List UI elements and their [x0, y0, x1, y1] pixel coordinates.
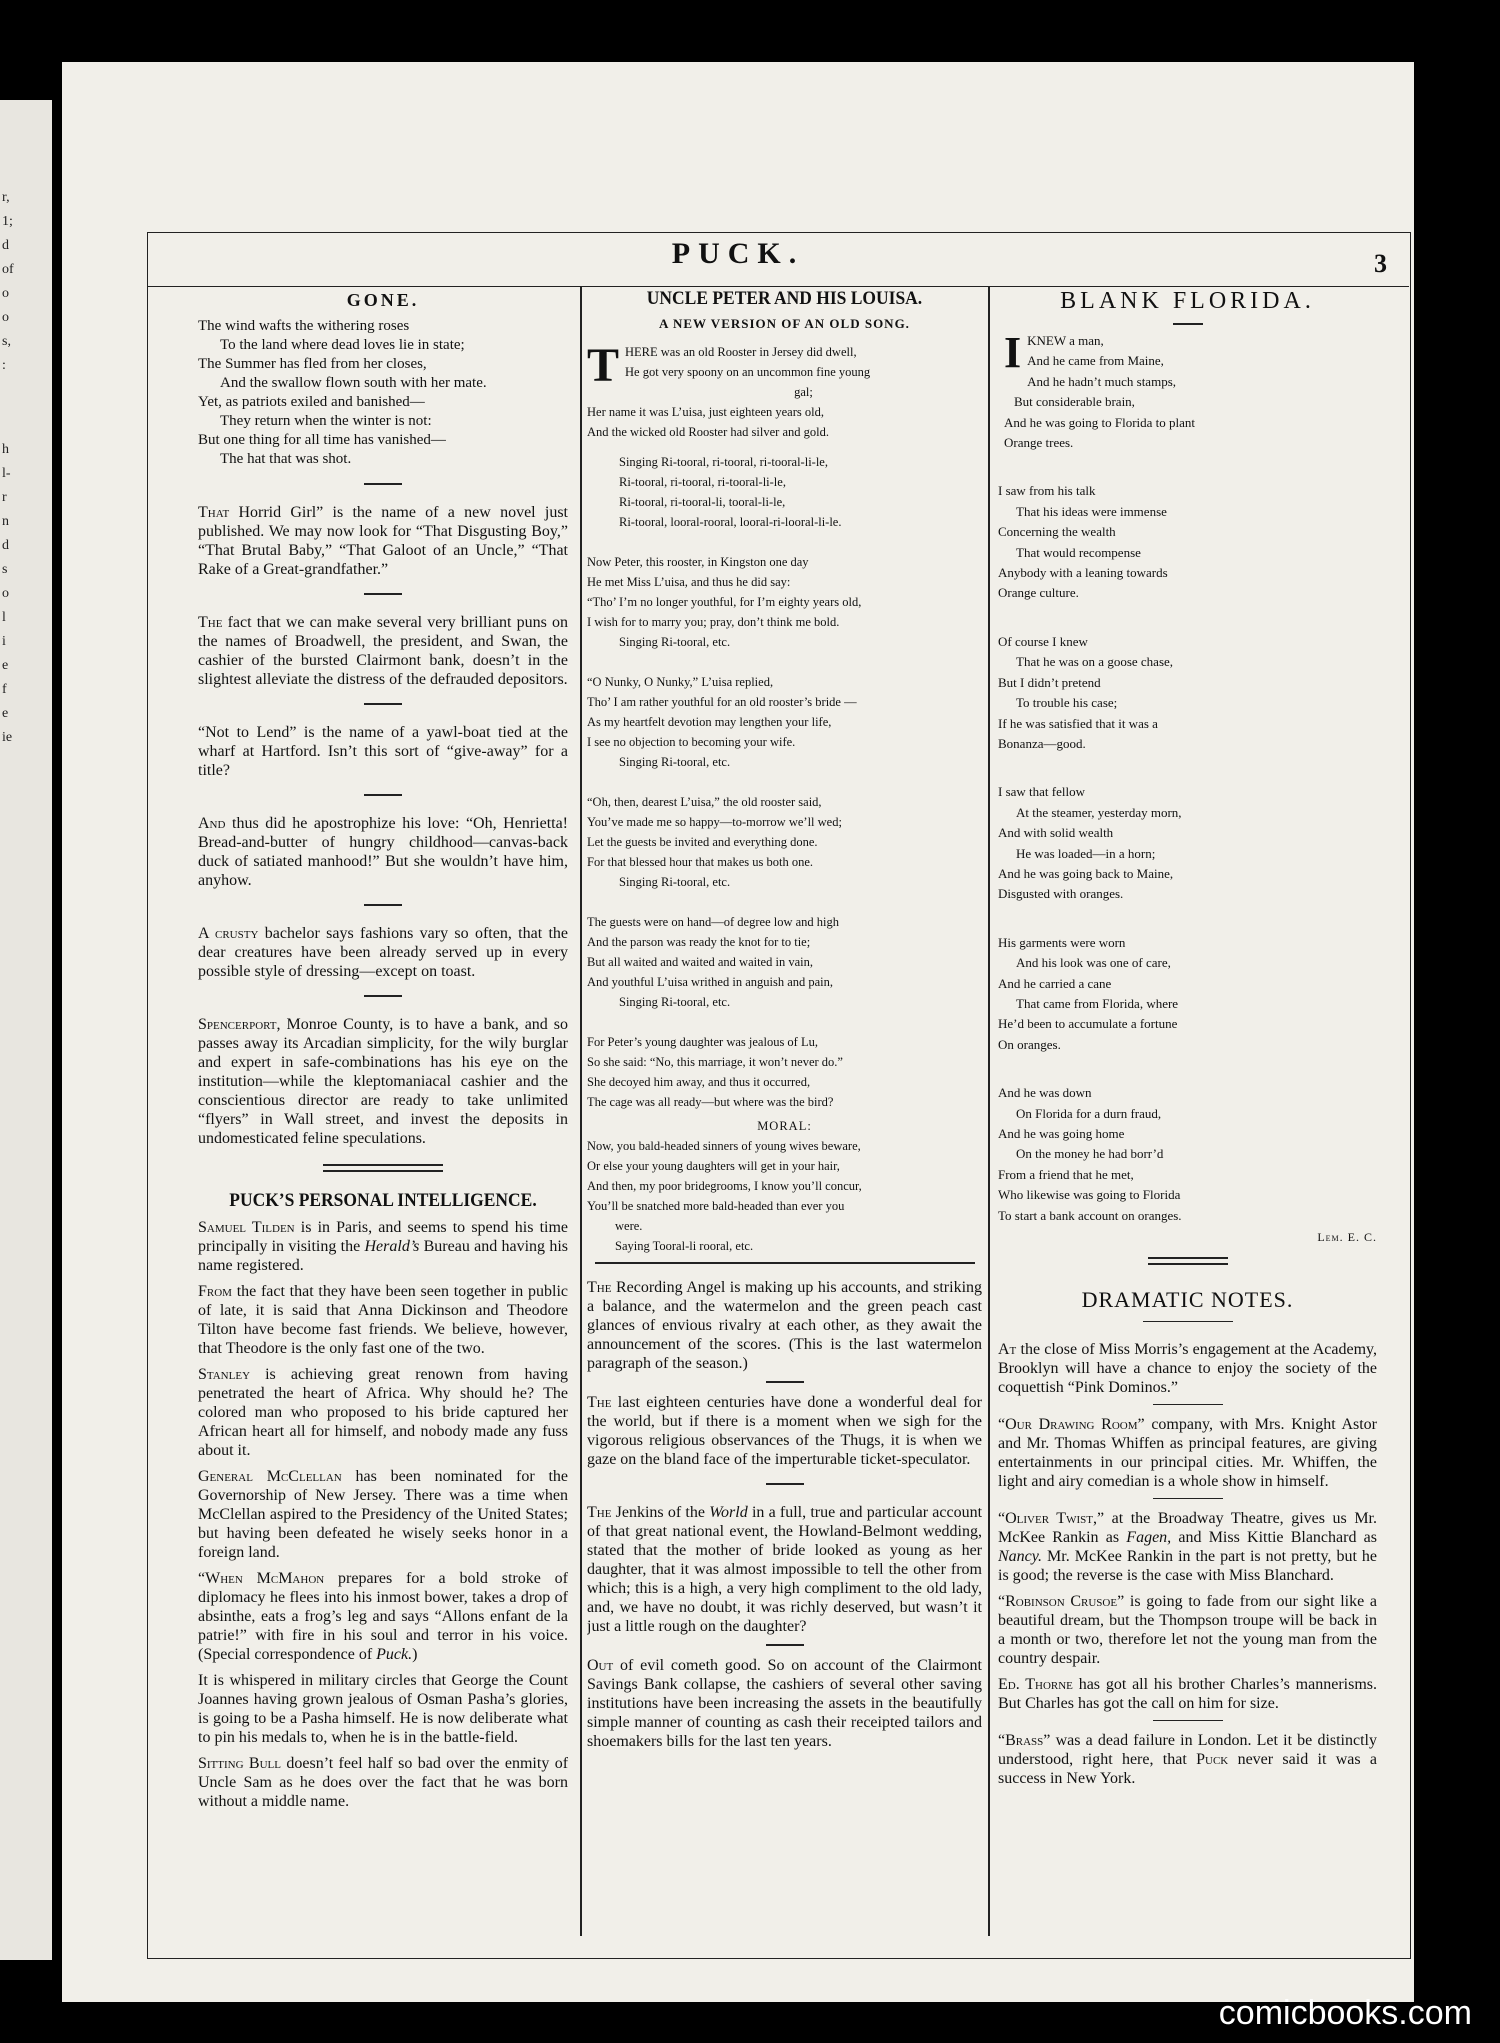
paragraph: “Oliver Twist,” at the Broadway Theatre, gives us Mr. McKee Rankin as Fagen, and Miss Kittie Blanchard as Nancy. Mr. McKee Rankin in the part is not pretty, but he is good; the reverse is the case with Miss Blanchard. [998, 1510, 1377, 1585]
drop-cap: I [1004, 328, 1022, 377]
poem-title: UNCLE PETER AND HIS LOUISA. [646, 288, 923, 309]
spine-text-fragment: d [2, 538, 9, 553]
paragraph: “Not to Lend” is the name of a yawl-boat tied at the wharf at Hartford. Isn’t this sort of “give-away” for a title? [198, 724, 568, 779]
poem-line: For that blessed hour that makes us both one. [587, 855, 814, 869]
poem-line: For Peter’s young daughter was jealous of Lu, [587, 1035, 818, 1049]
poem-line: “O Nunky, O Nunky,” L’uisa replied, [587, 675, 774, 689]
poem-line: But all waited and waited and waited in vain, [587, 955, 813, 969]
poem-line: You’ve made me so happy—to-morrow we’ll wed; [587, 815, 842, 829]
poem-line: Anybody with a leaning towards [998, 565, 1168, 581]
paragraph: And thus did he apostrophize his love: “Oh, Henrietta! Bread-and-butter of hungry childhood—canvas-back duck of satiated manhood!” But she wouldn’t have him, anyhow. [198, 815, 568, 889]
spine-text-fragment: n [2, 514, 9, 529]
poem-subtitle: A NEW VERSION OF AN OLD SONG. [659, 316, 910, 331]
paragraph: “Our Drawing Room” company, with Mrs. Knight Astor and Mr. Thomas Whiffen as principal features, are giving entertainments in our principal cities. Mr. Whiffen, the light and airy comedian is a whole show in himself. [998, 1416, 1377, 1491]
poem-line: Yet, as patriots exiled and banished— [198, 394, 425, 410]
poem-line: Of course I knew [998, 633, 1088, 649]
poem-line: On Florida for a durn fraud, [1016, 1105, 1162, 1121]
paragraph: The Jenkins of the World in a full, true and particular account of that great national event, the Howland-Belmont wedding, stated that the mother of bride looked as young as her daughter, that it was almost impossible to tell the other from which; this is a high, a very high compliment to the old lady, and, we have no doubt, it was richly deserved, but wasn’t it just a little rough on the daughter? [587, 1504, 982, 1635]
spine-text-fragment: o [2, 586, 9, 601]
spine-text-fragment: i [2, 634, 6, 649]
newspaper-page [62, 62, 1414, 2002]
paragraph: The Recording Angel is making up his accounts, and striking a balance, and the watermelon and the green peach cast glances of envious rivalry at each other, as they await the announcement of the scores. (This is the last watermelon paragraph of the season.) [587, 1279, 982, 1372]
poem-line: The cage was all ready—but where was the bird? [587, 1095, 834, 1109]
section-rule [364, 904, 402, 906]
poem-line: But one thing for all time has vanished— [198, 432, 446, 448]
poem-title-gone: GONE. [346, 290, 420, 310]
spine-text-fragment: 1; [2, 214, 13, 229]
poem-line: They return when the winter is not: [220, 413, 432, 429]
column-1 [198, 286, 568, 1946]
section-heading: PUCK’S PERSONAL INTELLIGENCE. [229, 1190, 537, 1211]
paragraph: “Brass” was a dead failure in London. Let it be distinctly understood, right here, that Puck never said it was a success in New York. [998, 1732, 1377, 1788]
poem-line: And he was down [998, 1085, 1092, 1101]
spine-text-fragment: r [2, 490, 7, 505]
paragraph: From the fact that they have been seen together in public of late, it is said that Anna Dickinson and Theodore Tilton have become fast friends. We believe, however, that Theodore is the only fast one of the two. [198, 1283, 568, 1357]
paragraph: “When McMahon prepares for a bold stroke of diplomacy he flees into his inmost bower, takes a drop of absinthe, eats a frog’s leg and says “Allons enfant de la patrie!” with fire in his soul and terror in his voice. (Special correspondence of Puck.) [198, 1570, 568, 1663]
paragraph: It is whispered in military circles that George the Count Joannes having grown jealous of Osman Pasha’s glories, is going to be a Pasha himself. He is now deliberate what to pin his medals to, when he is in the battle-field. [198, 1672, 568, 1746]
spine-text-fragment: o [2, 286, 9, 301]
poem-line: The hat that was shot. [220, 451, 352, 467]
poem-signature: Lem. E. C. [1317, 1230, 1377, 1245]
section-rule [1153, 1498, 1223, 1499]
chorus-line: Ri-tooral, looral-rooral, looral-ri-looral-li-le. [619, 515, 842, 529]
poem-line: His garments were worn [998, 934, 1126, 950]
drop-cap: T [587, 339, 620, 392]
double-rule [1148, 1257, 1228, 1265]
spine-text-fragment: e [2, 706, 9, 721]
column-3 [998, 286, 1377, 1946]
poem-line: Who likewise was going to Florida [998, 1187, 1181, 1203]
poem-line: I saw that fellow [998, 784, 1086, 800]
poem-line: To the land where dead loves lie in state; [220, 337, 465, 353]
section-rule [364, 794, 402, 796]
spine-text-fragment: : [2, 358, 6, 373]
poem-line: Now, you bald-headed sinners of young wives beware, [587, 1139, 861, 1153]
column-2 [587, 286, 982, 1946]
poem-line: The guests were on hand—of degree low and high [587, 915, 840, 929]
poem-line: And he was going to Florida to plant [1004, 414, 1196, 430]
section-rule [1153, 1720, 1223, 1721]
poem-line: I wish for to marry you; pray, don’t think me bold. [587, 615, 840, 629]
poem-line: “Oh, then, dearest L’uisa,” the old rooster said, [587, 795, 822, 809]
paragraph: The last eighteen centuries have done a wonderful deal for the world, but if there is a moment when we sigh for the vigorous religious observances of the Thugs, it is when we gaze on the bland face of the imperturable ticket-speculator. [587, 1394, 982, 1468]
poem-line: And the parson was ready the knot for to tie; [587, 935, 811, 949]
paragraph: Samuel Tilden is in Paris, and seems to spend his time principally in visiting the Herald’s Bureau and having his name registered. [198, 1219, 568, 1274]
section-rule [766, 1644, 804, 1646]
poem-line: He got very spoony on an uncommon fine young [625, 365, 871, 379]
poem-line: And he carried a cane [998, 975, 1112, 991]
poem-line: “Tho’ I’m no longer youthful, for I’m eighty years old, [587, 595, 862, 609]
spine-text-fragment: of [2, 262, 14, 277]
poem-line: And the wicked old Rooster had silver and gold. [587, 425, 829, 439]
paragraph: Stanley is achieving great renown from having penetrated the heart of Africa. Why should he? The colored man who proposed to his bride captured her African heart all for himself, and nobody made any fuss about it. [198, 1366, 568, 1459]
section-heading: DRAMATIC NOTES. [1081, 1287, 1294, 1313]
paragraph: General McClellan has been nominated for the Governorship of New Jersey. There was a time when McClellan aspired to the Presidency of the United States; but having been defeated he wisely seeks honor in a foreign land. [198, 1468, 568, 1561]
poem-line: Her name it was L’uisa, just eighteen years old, [587, 405, 824, 419]
poem-line: And he came from Maine, [1027, 353, 1164, 369]
separator-rule [595, 1262, 975, 1264]
double-rule [323, 1164, 443, 1172]
spine-text-fragment: h [2, 442, 9, 457]
paragraph: A crusty bachelor says fashions vary so often, that the dear creatures have been already served up in every possible style of dressing—except on toast. [198, 925, 568, 980]
poem-line: At the steamer, yesterday morn, [1016, 804, 1182, 820]
column-rule-1 [580, 286, 582, 1936]
poem-line: He met Miss L’uisa, and thus he did say: [587, 575, 791, 589]
poem-line: And he was going home [998, 1126, 1125, 1141]
poem-line: gal; [794, 385, 813, 399]
poem-line: To start a bank account on oranges. [998, 1207, 1182, 1223]
poem-line: That his ideas were immense [1016, 503, 1167, 519]
poem-line: Orange culture. [998, 585, 1079, 601]
refrain: Singing Ri-tooral, etc. [619, 635, 731, 649]
section-rule [364, 703, 402, 705]
chorus-line: Ri-tooral, ri-tooral-li, tooral-li-le, [619, 495, 786, 509]
poem-line: HERE was an old Rooster in Jersey did dwell, [625, 345, 857, 359]
section-rule [364, 593, 402, 595]
poem-line: were. [615, 1219, 643, 1233]
poem-line: That came from Florida, where [1016, 995, 1179, 1011]
poem-line: And youthful L’uisa writhed in anguish and pain, [587, 975, 834, 989]
paragraph: At the close of Miss Morris’s engagement at the Academy, Brooklyn will have a chance to enjoy the society of the coquettish “Pink Dominos.” [998, 1341, 1377, 1397]
poem-line: As my heartfelt devotion may lengthen your life, [587, 715, 832, 729]
column-rule-2 [988, 286, 990, 1936]
poem-line: You’ll be snatched more bald-headed than ever you [587, 1199, 845, 1213]
section-rule [766, 1381, 804, 1383]
spine-text-fragment: e [2, 658, 9, 673]
poem-line: If he was satisfied that it was a [998, 715, 1158, 731]
poem-line: She decoyed him away, and thus it occurred, [587, 1075, 811, 1089]
poem-blank-florida [998, 328, 1377, 1226]
poem-line: I see no objection to becoming your wife. [587, 735, 796, 749]
poem-line: He’d been to accumulate a fortune [998, 1016, 1178, 1032]
spine-text-fragment: d [2, 238, 9, 253]
poem-line: Let the guests be invited and everything done. [587, 835, 818, 849]
poem-line: Now Peter, this rooster, in Kingston one day [587, 555, 809, 569]
poem-line: The wind wafts the withering roses [198, 318, 410, 334]
poem-line: But I didn’t pretend [998, 674, 1101, 690]
spine-text-fragment: f [2, 682, 7, 697]
section-rule [1173, 323, 1203, 325]
spine-text-fragment: ie [2, 730, 13, 745]
poem-line: From a friend that he met, [998, 1166, 1134, 1182]
spine-text-fragment: s [2, 562, 8, 577]
chorus-line: Ri-tooral, ri-tooral, ri-tooral-li-le, [619, 475, 786, 489]
refrain: Singing Ri-tooral, etc. [619, 875, 731, 889]
poem-line: Or else your young daughters will get in your hair, [587, 1159, 840, 1173]
spine-text-fragment: r, [2, 190, 10, 205]
poem-line: On the money he had borr’d [1016, 1146, 1164, 1162]
page-number: 3 [1374, 249, 1387, 278]
poem-line: Tho’ I am rather youthful for an old rooster’s bride — [587, 695, 857, 709]
poem-line: And the swallow flown south with her mate. [220, 375, 487, 391]
poem-line: He was loaded—in a horn; [1016, 845, 1156, 861]
masthead-title: PUCK. [671, 237, 805, 270]
section-rule [766, 1483, 804, 1485]
section-rule [1143, 1321, 1233, 1322]
poem-line: Disgusted with oranges. [998, 886, 1124, 902]
poem-line: KNEW a man, [1027, 333, 1104, 348]
poem-line: The Summer has fled from her closes, [198, 356, 427, 372]
paragraph: “Robinson Crusoe” is going to fade from our sight like a beautiful dream, but the Thompson troupe will be back in a month or two, therefore let not the young man from the country despair. [998, 1593, 1377, 1668]
poem-line: On oranges. [998, 1036, 1061, 1052]
spine-text-fragment: l- [2, 466, 11, 481]
section-rule [364, 483, 402, 485]
paragraph: The fact that we can make several very brilliant puns on the names of Broadwell, the president, and Swan, the cashier of the bursted Clairmont bank, doesn’t in the slightest alleviate the distress of the defrauded depositors. [198, 614, 568, 688]
poem-line: To trouble his case; [1016, 695, 1118, 711]
poem-line: And he hadn’t much stamps, [1027, 373, 1177, 389]
poem-line: And then, my poor bridegrooms, I know you’ll concur, [587, 1179, 862, 1193]
poem-line: That he was on a goose chase, [1016, 654, 1174, 670]
section-rule [1153, 1404, 1223, 1405]
poem-line: And he was going back to Maine, [998, 865, 1174, 881]
poem-line: So she said: “No, this marriage, it won’t never do.” [587, 1055, 843, 1069]
refrain: Singing Ri-tooral, etc. [619, 755, 731, 769]
paragraph: Out of evil cometh good. So on account of the Clairmont Savings Bank collapse, the cashiers of several other saving institutions have been increasing the assets in the beautifully simple manner of counting as cash their receipted tailors and shoemakers bills for the last ten years. [587, 1657, 982, 1750]
refrain: Singing Ri-tooral, etc. [619, 995, 731, 1009]
poem-line: I saw from his talk [998, 483, 1096, 499]
paragraph: That Horrid Girl” is the name of a new novel just published. We may now look for “That Disgusting Boy,” “That Brutal Baby,” “That Galoot of an Uncle,” “That Rake of a Great-grandfather.” [198, 504, 568, 578]
poem-uncle-peter [587, 339, 982, 1256]
adjacent-page-spine [0, 100, 52, 1960]
poem-title: BLANK FLORIDA. [1060, 288, 1315, 314]
section-rule [364, 995, 402, 997]
poem-line: Concerning the wealth [998, 524, 1116, 540]
poem-line: Orange trees. [1004, 435, 1074, 451]
paragraph: Ed. Thorne has got all his brother Charles’s mannerisms. But Charles has got the call on him for size. [998, 1676, 1377, 1713]
spine-text-fragment: l [2, 610, 6, 625]
watermark-text: comicbooks.com [1218, 1994, 1472, 2032]
poem-line: And with solid wealth [998, 825, 1114, 841]
poem-line: That would recompense [1016, 544, 1141, 560]
poem-gone [198, 317, 568, 469]
poem-line: But considerable brain, [1014, 394, 1135, 410]
spine-text-fragment: o [2, 310, 9, 325]
spine-text-fragment: s, [2, 334, 11, 349]
chorus-line: Singing Ri-tooral, ri-tooral, ri-tooral-li-le, [619, 455, 828, 469]
poem-line: Bonanza—good. [998, 735, 1086, 751]
moral-heading: MORAL: [757, 1119, 812, 1133]
paragraph: Spencerport, Monroe County, is to have a bank, and so passes away its Arcadian simplicity, for the wily burglar and expert in safe-combinations has his eye on the institution—while the kleptomaniacal cashier and the conscientious director are ready to take unlimited “flyers” in Wall street, and invest the deposits in undomesticated feline speculations. [198, 1016, 568, 1147]
poem-line: And his look was one of care, [1016, 955, 1171, 971]
paragraph: Sitting Bull doesn’t feel half so bad over the enmity of Uncle Sam as he does over the fact that he was born without a middle name. [198, 1755, 568, 1810]
refrain: Saying Tooral-li rooral, etc. [615, 1239, 754, 1253]
